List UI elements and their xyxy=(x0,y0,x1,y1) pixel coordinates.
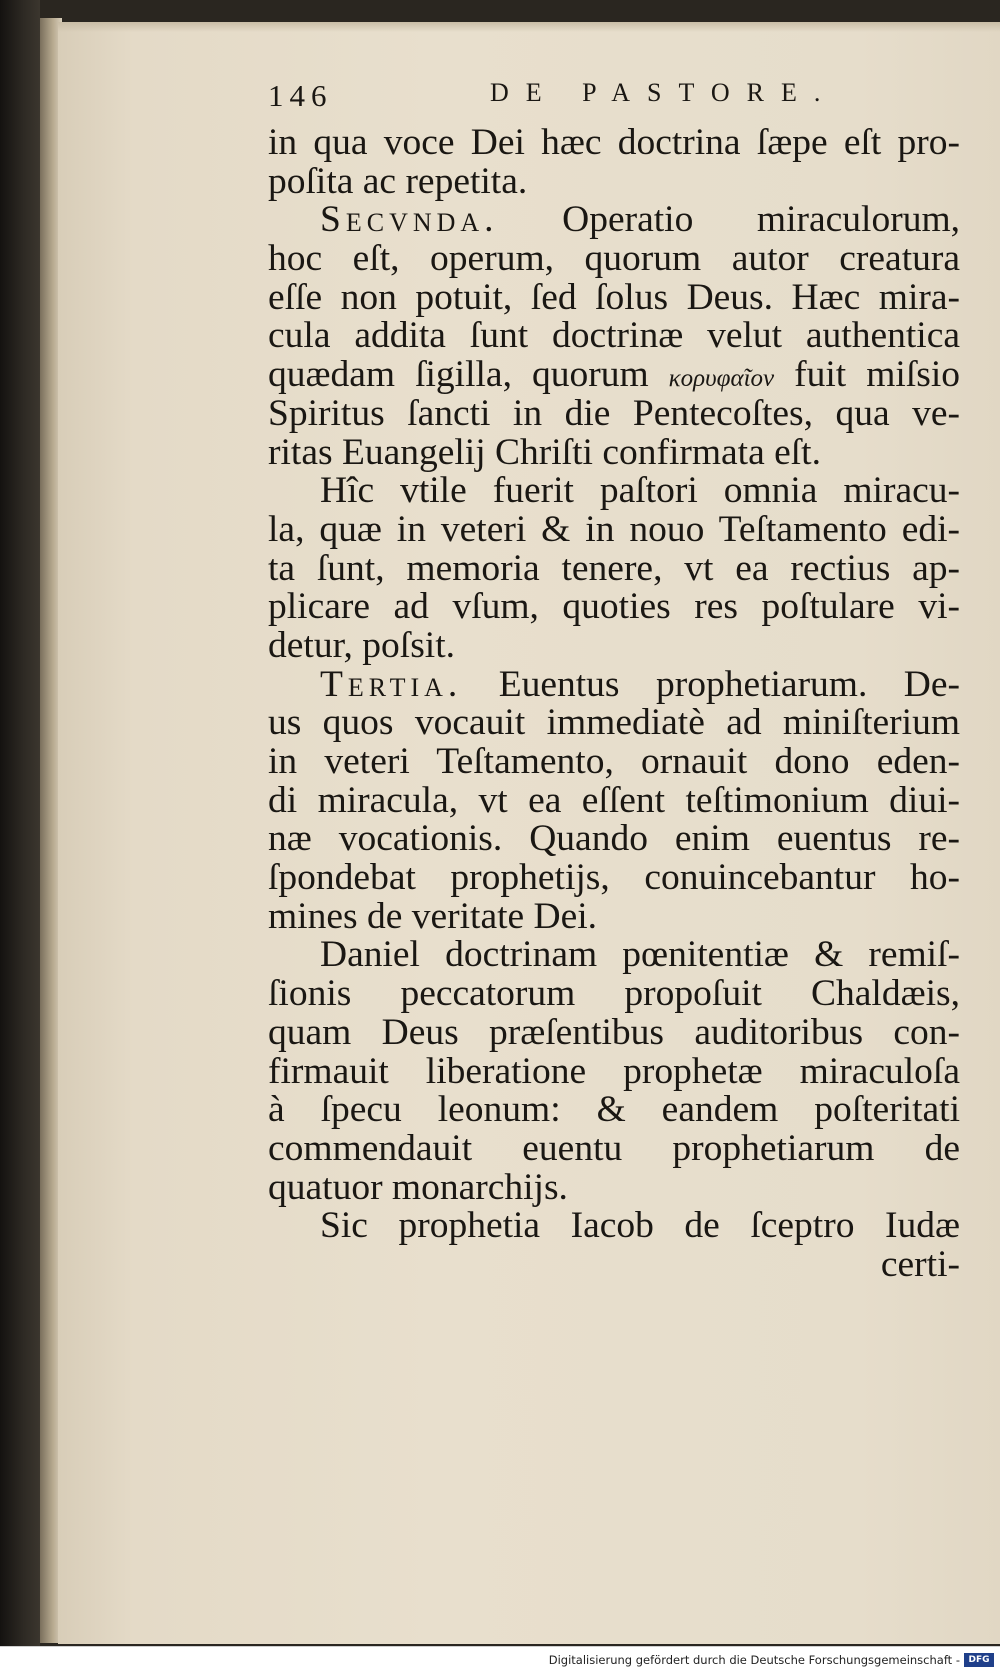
text-line xyxy=(268,201,960,240)
text-run: poſita ac repetita. xyxy=(268,160,528,202)
text-line xyxy=(268,472,960,511)
text-run: ſionis peccatorum propoſuit Chaldæis, xyxy=(268,973,960,1015)
text-run: quatuor monarchijs. xyxy=(268,1166,568,1208)
text-line xyxy=(268,160,960,202)
text-run: Euentus prophetiarum. De- xyxy=(462,663,960,705)
text-line xyxy=(268,859,960,898)
text-run: à ſpecu leonum: & eandem poſteritati xyxy=(268,1089,960,1131)
text-run: la, quæ in veteri & in nouo Teſtamento edi- xyxy=(268,508,960,550)
text-run: ſpondebat prophetijs, conuincebantur ho- xyxy=(268,857,960,899)
text-line xyxy=(268,1166,960,1208)
text-run: quam Deus præſentibus auditoribus con- xyxy=(268,1011,960,1053)
text-run: mines de veritate Dei. xyxy=(268,895,598,937)
text-run: in veteri Teſtamento, ornauit dono eden- xyxy=(268,741,960,782)
page-top-edge xyxy=(58,22,1000,32)
funding-credit: Digitalisierung gefördert durch die Deutsche Forschungsgemeinschaft - xyxy=(548,1653,960,1667)
text-line xyxy=(268,624,960,666)
text-run: certi- xyxy=(880,1243,960,1285)
text-line xyxy=(268,1011,960,1053)
text-run: in qua voce Dei hæc doctrina ſæpe eſt pro- xyxy=(268,122,960,163)
text-run: ta ſunt, memoria tenere, vt ea rectius ap- xyxy=(268,547,960,589)
text-line xyxy=(268,431,960,473)
text-run: us quos vocauit immediatè ad miniſterium xyxy=(268,702,960,744)
text-line xyxy=(268,663,960,705)
text-line xyxy=(268,392,960,434)
text-line xyxy=(268,975,960,1014)
running-title: DE PASTORE. xyxy=(490,78,838,107)
text-run: næ vocationis. Quando enim euentus re- xyxy=(268,818,960,860)
running-head xyxy=(268,78,960,124)
text-run: fuit miſsio xyxy=(774,354,960,396)
text-line xyxy=(268,124,960,163)
text-line xyxy=(268,1050,960,1092)
text-line xyxy=(268,317,960,356)
text-run: cula addita ſunt doctrinæ velut authentica xyxy=(268,315,960,357)
text-line xyxy=(268,779,960,821)
text-line xyxy=(268,1091,960,1130)
text-line xyxy=(268,936,960,975)
page-text-block xyxy=(268,78,960,1285)
text-run: Sic prophetia Iacob de ſceptro Iudæ xyxy=(320,1205,960,1247)
text-run: quædam ſigilla, quorum xyxy=(268,354,669,396)
text-line xyxy=(268,1207,960,1246)
page-number: 146 xyxy=(268,78,333,113)
book-binding-edge xyxy=(0,0,40,1646)
text-line xyxy=(268,356,960,395)
text-line xyxy=(268,820,960,859)
text-line xyxy=(268,547,960,589)
text-run: Spiritus ſancti in die Pentecoſtes, qua ve- xyxy=(268,392,960,434)
text-run: hoc eſt, operum, quorum autor creatura xyxy=(268,238,960,280)
text-line xyxy=(268,508,960,550)
body-text xyxy=(268,124,960,1285)
text-line xyxy=(268,1127,960,1169)
greek-word: κορυφαῖον xyxy=(668,365,775,393)
text-line xyxy=(268,704,960,743)
text-run: plicare ad vſum, quoties res poſtulare vi- xyxy=(268,586,960,628)
text-line xyxy=(268,240,960,279)
section-heading: Tertia. xyxy=(320,663,463,705)
text-line xyxy=(268,1243,960,1285)
text-run: ritas Euangelij Chriſti confirmata eſt. xyxy=(268,431,821,473)
text-run: Hîc vtile fuerit paſtori omnia miracu- xyxy=(320,470,960,512)
text-run: eſſe non potuit, ſed ſolus Deus. Hæc mira- xyxy=(268,276,960,318)
section-heading: Secvnda. xyxy=(320,199,499,241)
text-line xyxy=(268,276,960,318)
dfg-logo: DFG xyxy=(964,1653,994,1667)
text-run: detur, poſsit. xyxy=(268,624,456,666)
text-run: firmauit liberatione prophetæ miraculoſa xyxy=(268,1050,960,1092)
text-run: Daniel doctrinam pœnitentiæ & remiſ- xyxy=(320,934,960,976)
digitization-footer xyxy=(0,1646,1000,1674)
text-line xyxy=(268,895,960,937)
text-run: commendauit euentu prophetiarum de xyxy=(268,1127,960,1169)
text-run: di miracula, vt ea eſſent teſtimonium diui- xyxy=(268,779,960,821)
text-run: Operatio miraculorum, xyxy=(498,199,960,241)
text-line xyxy=(268,743,960,782)
text-line xyxy=(268,588,960,627)
